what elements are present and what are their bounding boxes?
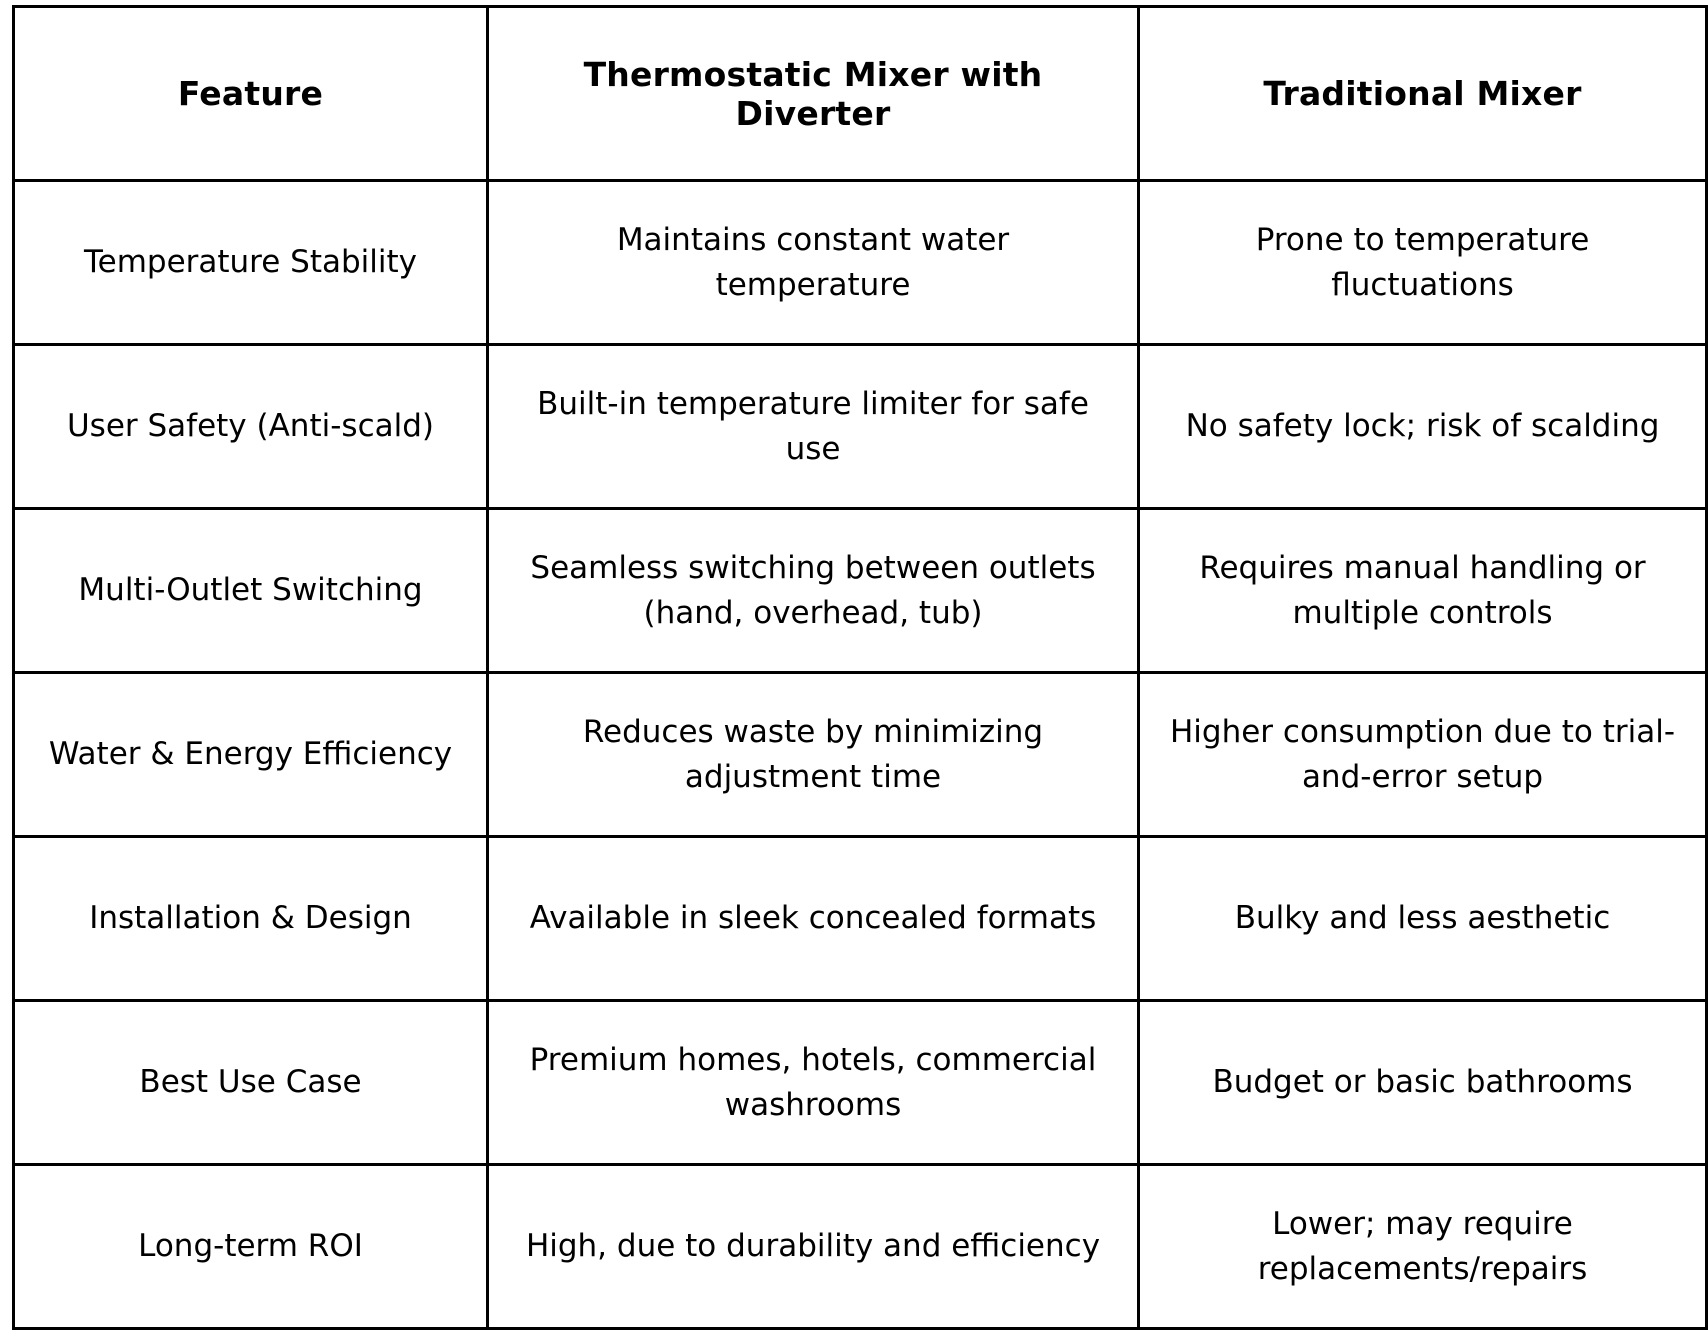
- feature-cell: User Safety (Anti-scald): [14, 345, 488, 509]
- traditional-cell: Budget or basic bathrooms: [1139, 1001, 1707, 1165]
- traditional-cell: No safety lock; risk of scalding: [1139, 345, 1707, 509]
- table-row: [14, 1165, 1707, 1329]
- header-traditional-mixer: Traditional Mixer: [1139, 7, 1707, 181]
- comparison-table: [12, 5, 1708, 1330]
- traditional-cell: Lower; may require replacements/repairs: [1139, 1165, 1707, 1329]
- header-feature: Feature: [14, 7, 488, 181]
- table-row: [14, 673, 1707, 837]
- traditional-cell: Higher consumption due to trial-and-error setup: [1139, 673, 1707, 837]
- thermostatic-cell: Built-in temperature limiter for safe use: [488, 345, 1139, 509]
- traditional-cell: Bulky and less aesthetic: [1139, 837, 1707, 1001]
- traditional-cell: Prone to temperature fluctuations: [1139, 181, 1707, 345]
- thermostatic-cell: Seamless switching between outlets (hand, overhead, tub): [488, 509, 1139, 673]
- traditional-cell: Requires manual handling or multiple controls: [1139, 509, 1707, 673]
- table-row: [14, 509, 1707, 673]
- table-header: [14, 7, 1707, 181]
- thermostatic-cell: Premium homes, hotels, commercial washrooms: [488, 1001, 1139, 1165]
- thermostatic-cell: Reduces waste by minimizing adjustment time: [488, 673, 1139, 837]
- thermostatic-cell: Maintains constant water temperature: [488, 181, 1139, 345]
- feature-cell: Long-term ROI: [14, 1165, 488, 1329]
- table-row: [14, 345, 1707, 509]
- feature-cell: Water & Energy Efficiency: [14, 673, 488, 837]
- table-row: [14, 837, 1707, 1001]
- header-thermostatic-mixer: Thermostatic Mixer with Diverter: [488, 7, 1139, 181]
- feature-cell: Multi-Outlet Switching: [14, 509, 488, 673]
- thermostatic-cell: High, due to durability and efficiency: [488, 1165, 1139, 1329]
- feature-cell: Best Use Case: [14, 1001, 488, 1165]
- table-body: [14, 181, 1707, 1329]
- table-row: [14, 181, 1707, 345]
- thermostatic-cell: Available in sleek concealed formats: [488, 837, 1139, 1001]
- feature-cell: Installation & Design: [14, 837, 488, 1001]
- table-row: [14, 1001, 1707, 1165]
- feature-cell: Temperature Stability: [14, 181, 488, 345]
- header-row: [14, 7, 1707, 181]
